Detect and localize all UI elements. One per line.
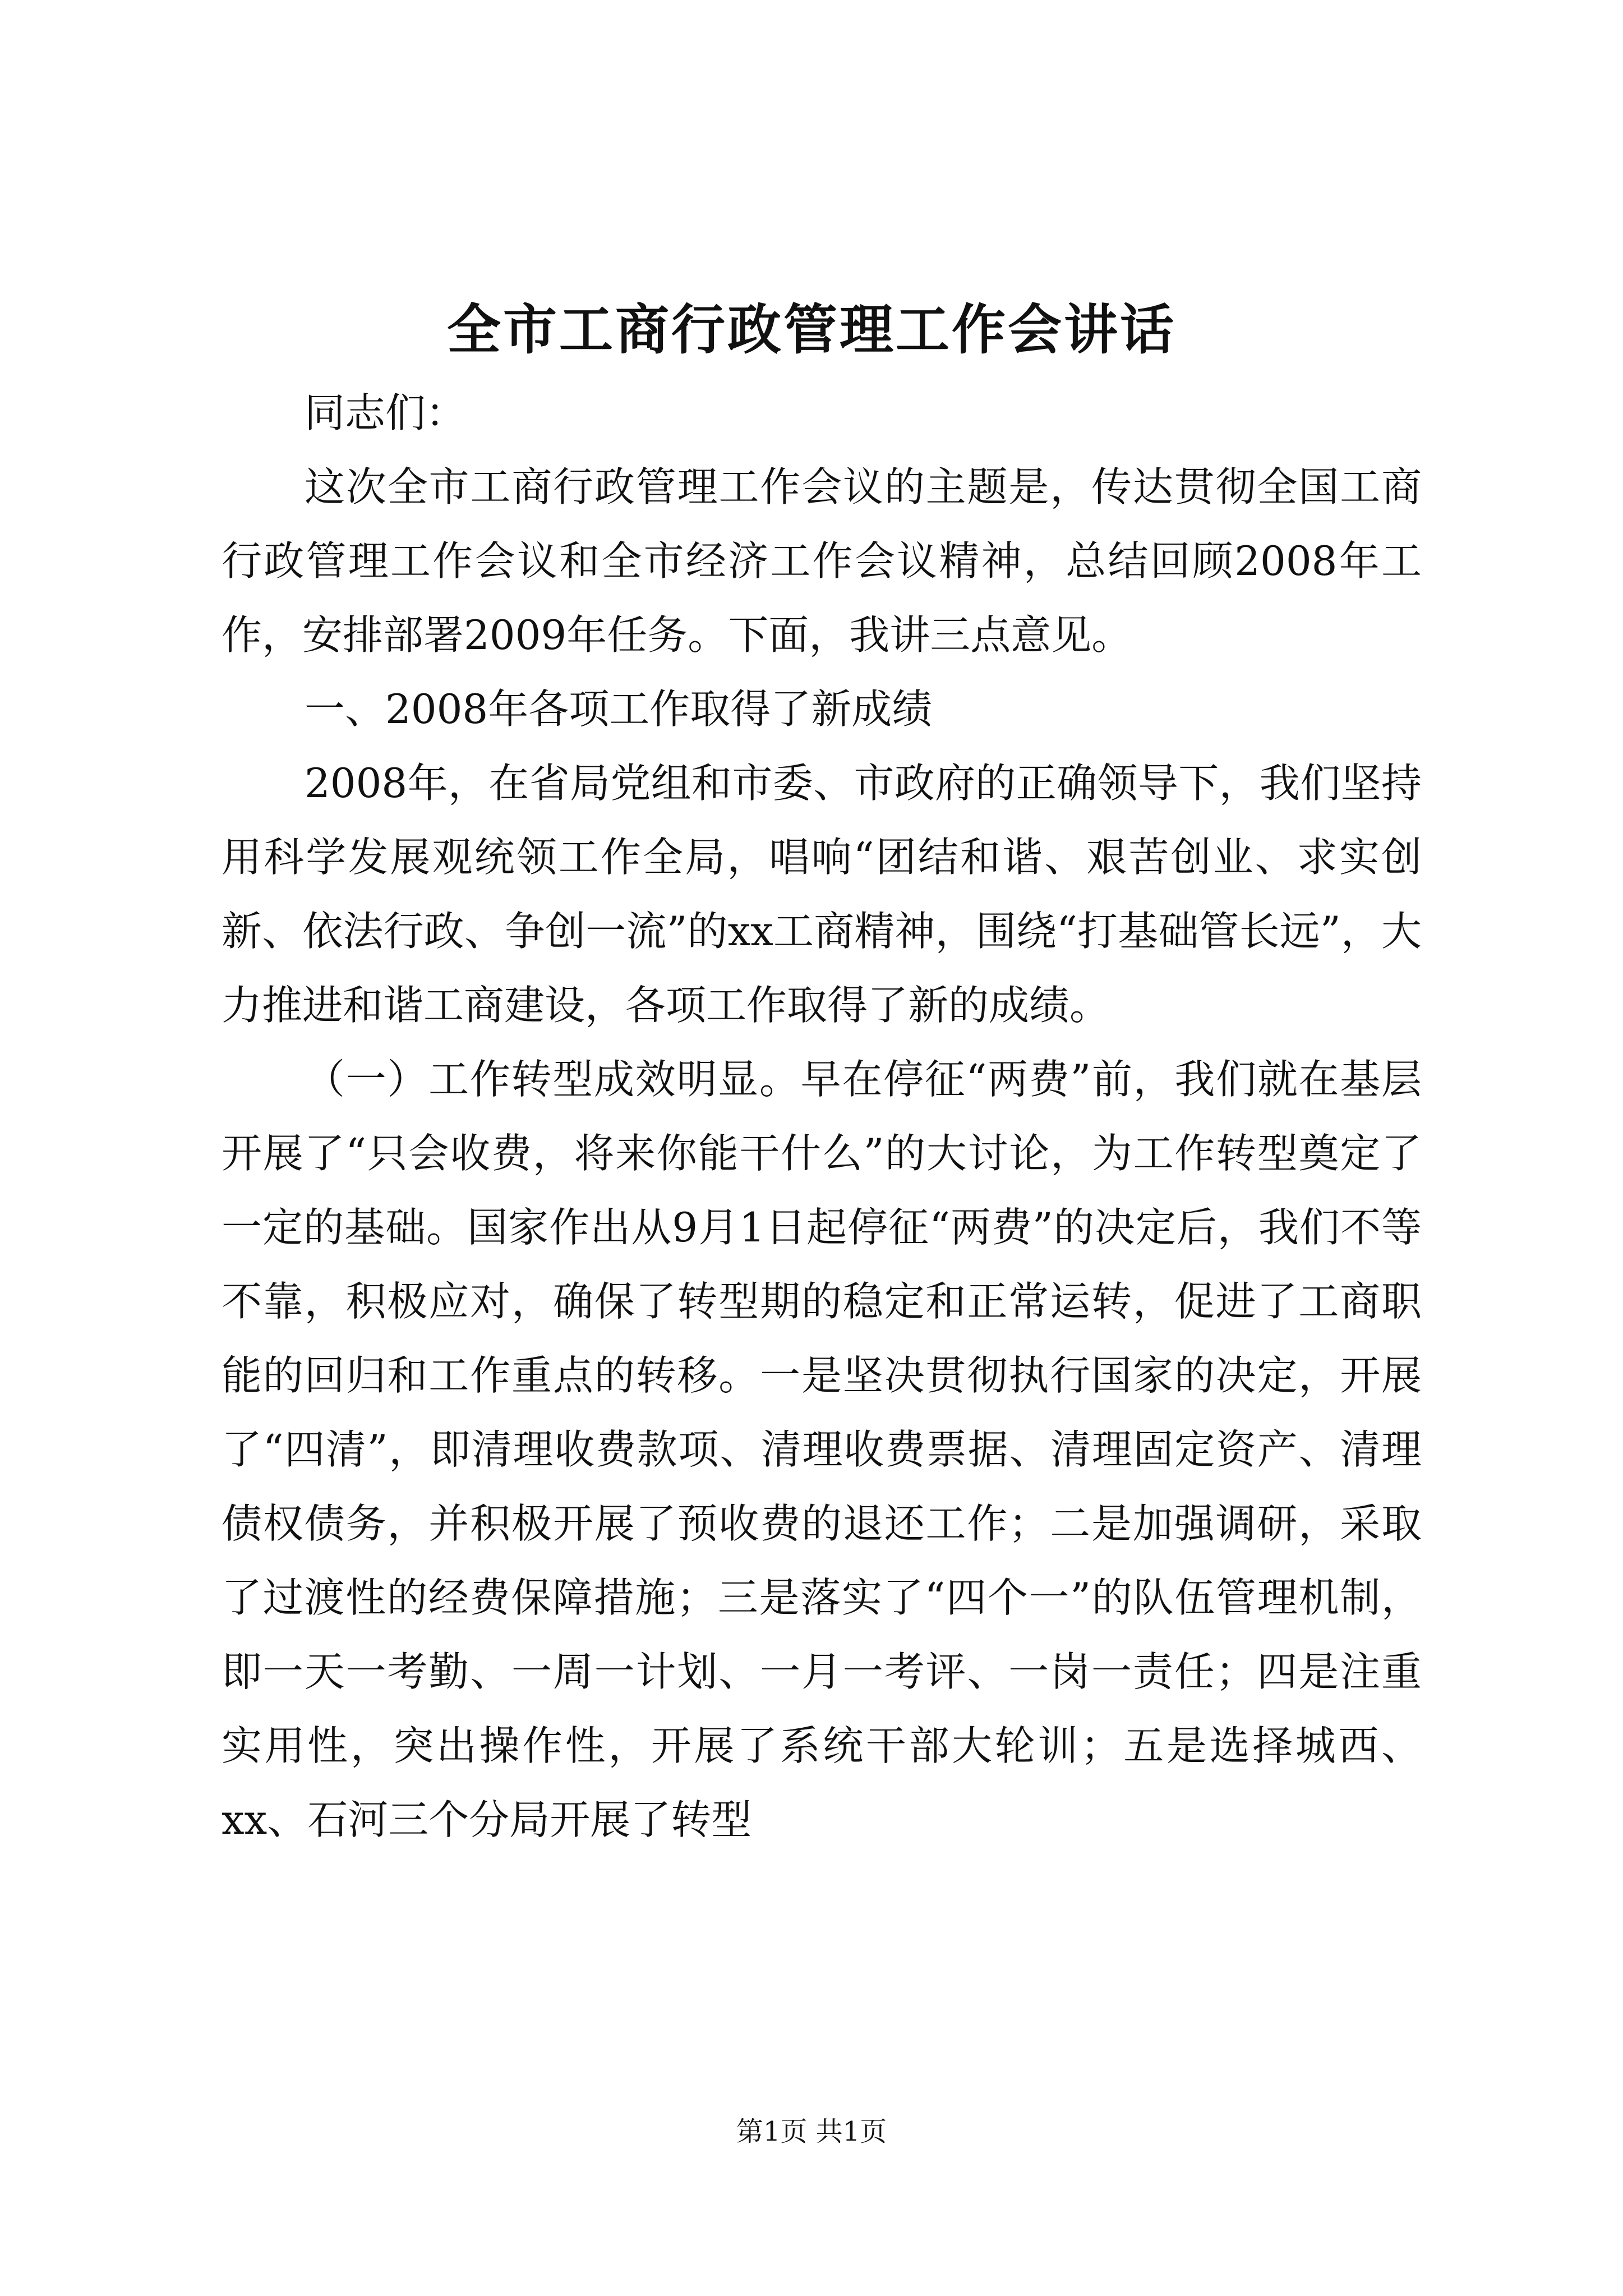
section-heading-1: 一、2008年各项工作取得了新成绩 [305,685,933,733]
page-number-footer: 第1页 共1页 [736,2116,887,2147]
paragraph-transformation: （一）工作转型成效明显。早在停征“两费”前，我们就在基层开展了“只会收费，将来你能干什么”的大讨论，为工作转型奠定了一定的基础。国家作出从9月1日起停征“两费”的决定后，我们不等不靠，积极应对，确保了转型期的稳定和正常运转，促进了工商职能的回归和工作重点的转移。一是坚决贯彻执行国家的决定，开展了“四清”，即清理收费款项、清理收费票据、清理固定资产、清理债权债务，并积极开展了预收费的退还工作；二是加强调研，采取了过渡性的经费保障措施；三是落实了“四个一”的队伍管理机制，即一天一考勤、一周一计划、一月一考评、一岗一责任；四是注重实用性，突出操作性，开展了系统干部大轮训；五是选择城西、xx、石河三个分局开展了转型 [222,1056,1422,1843]
document-title: 全市工商行政管理工作会讲话 [447,298,1176,361]
salutation: 同志们： [305,389,467,436]
document-body [222,376,1422,1857]
paragraph-achievements: 2008年，在省局党组和市委、市政府的正确领导下，我们坚持用科学发展观统领工作全局，唱响“团结和谐、艰苦创业、求实创新、依法行政、争创一流”的xx工商精神，围绕“打基础管长远”，大力推进和谐工商建设，各项工作取得了新的成绩。 [222,760,1422,1029]
paragraph-intro: 这次全市工商行政管理工作会议的主题是，传达贯彻全国工商行政管理工作会议和全市经济工作会议精神，总结回顾2008年工作，安排部署2009年任务。下面，我讲三点意见。 [222,463,1422,659]
